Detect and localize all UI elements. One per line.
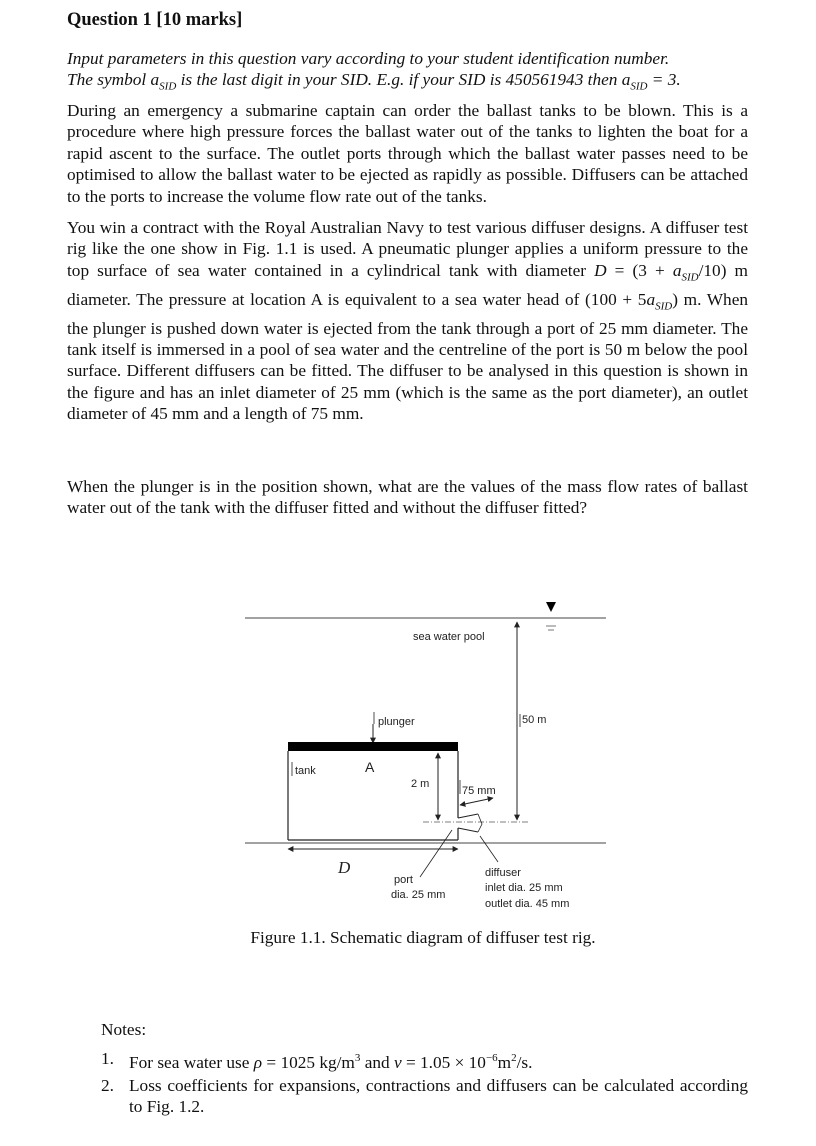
port-label-line2: dia. 25 mm: [391, 889, 446, 901]
diffuser: [458, 814, 478, 832]
depth-label: 50 m: [522, 714, 547, 726]
notes-list: [101, 1048, 748, 1119]
note-item: 1. For sea water use ρ = 1025 $kg/m^3$ and $\nu = 1.05 \times 10^{-6}m^2/s$.: [101, 1049, 533, 1072]
diffuser-test-rig-figure: [230, 592, 630, 922]
notes-title: Notes:: [101, 1020, 147, 1039]
paragraph-question: When the plunger is in the position shown, what are the values of the mass flow rates of ballast water out of the tank with the diffuser fitted and without the diffuser fitted?: [67, 477, 748, 518]
free-surface-triangle: [546, 602, 556, 612]
intro-line-2: The symbol $a_{SID}$ is the last digit in your SID. E.g. if your SID is 450561943 then $a_{SID} = 3$.: [67, 70, 681, 93]
note-number: 2.: [101, 1075, 114, 1095]
diffuser-outlet: [478, 814, 482, 832]
note-text: Loss coefficients for expansions, contractions and diffusers can be calculated according to Fig. 1.2.: [129, 1075, 748, 1116]
point-a-label: A: [365, 759, 375, 775]
length-dimension-line: [460, 798, 493, 805]
port-label-line1: port: [394, 874, 413, 886]
note-item: [101, 1075, 748, 1117]
paragraph-ballast: During an emergency a submarine captain can order the ballast tanks to be blown. This is a procedure where high pressure forces the ballast water out of the tanks to lighten the boat for a rapid ascent to the surface. The outlet ports through which the ballast water passes need to be optimised to allow the ballast water to be ejected as rapidly as possible. Diffusers can be attached to the ports to increase the volume flow rate out of the tanks.: [67, 101, 748, 206]
diffuser-label-line1: diffuser: [485, 867, 521, 879]
figure-caption: Figure 1.1. Schematic diagram of diffuser test rig.: [250, 928, 596, 947]
note-number: 1.: [101, 1049, 114, 1068]
plunger-label: plunger: [378, 716, 415, 728]
port-leader-line: [420, 830, 452, 877]
length-label: 75 mm: [462, 785, 496, 797]
paragraph-contract: You win a contract with the Royal Australian Navy to test various diffuser designs. A diffuser test rig like the one show in Fig. 1.1 is used. A pneumatic plunger applies a uniform pressure to the top surface of sea water contained in a cylindrical tank with diameter $D = (3 + a_{SID}/10)$ m diameter. The pressure at location A is equivalent to a sea water head of $(100 + 5a_{SID})$ m. When the plunger is pushed down water is ejected from the tank through a port of 25 mm diameter. The tank itself is immersed in a pool of sea water and the centreline of the port is 50 m below the pool surface. Different diffusers can be fitted. The diffuser to be analysed in this question is shown in the figure and has an inlet diameter of 25 mm (which is the same as the port diameter), an outlet diameter of 45 mm and a length of 75 mm.: [67, 218, 749, 424]
height-label: 2 m: [411, 778, 430, 790]
diffuser-label-line2: inlet dia. 25 mm: [485, 882, 563, 894]
intro-line-1: Input parameters in this question vary according to your student identification number.: [67, 49, 670, 68]
question-heading: Question 1 [10 marks]: [67, 10, 243, 30]
diameter-symbol: D: [338, 858, 351, 877]
tank-label: tank: [295, 765, 316, 777]
diffuser-leader-line: [480, 836, 498, 862]
pool-label: sea water pool: [413, 631, 485, 643]
diffuser-label-line3: outlet dia. 45 mm: [485, 898, 570, 910]
plunger: [288, 742, 458, 751]
intro-paragraph: [67, 48, 748, 98]
